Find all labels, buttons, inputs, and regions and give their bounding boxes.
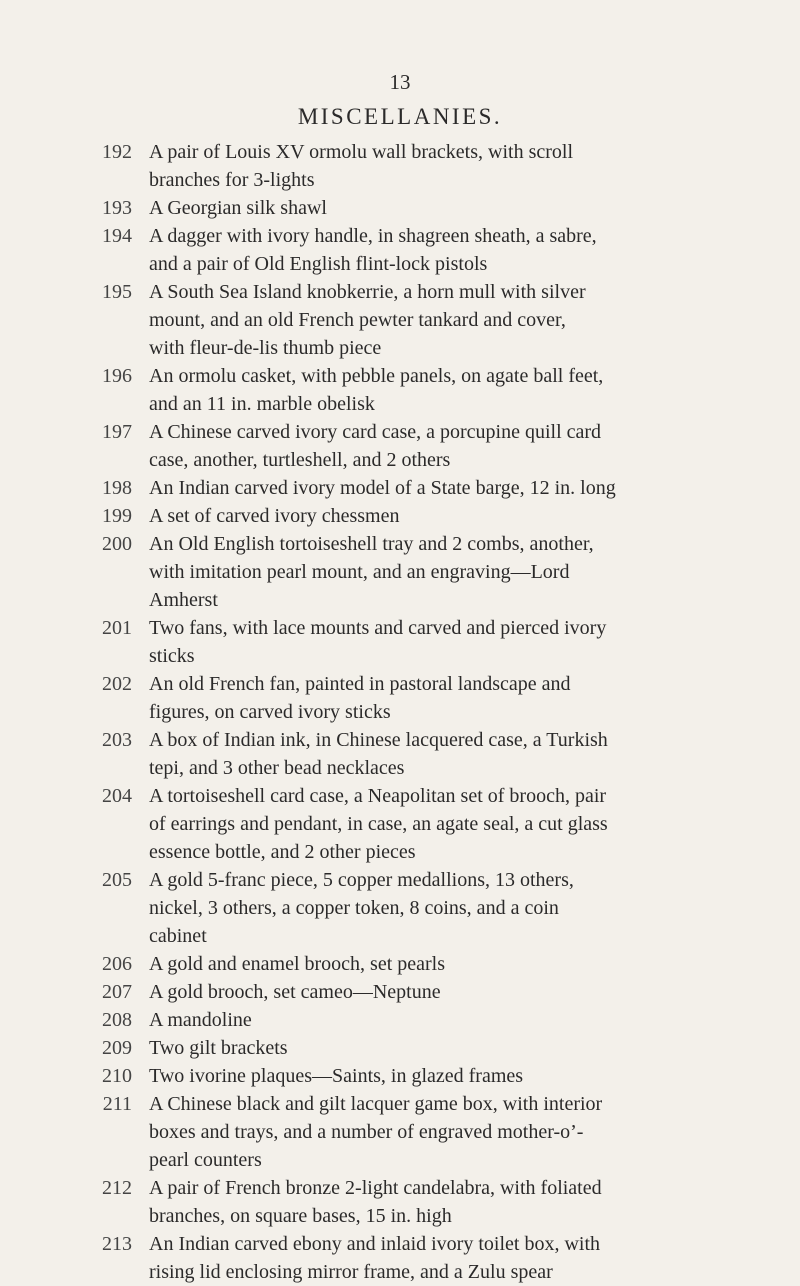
lot-description xyxy=(132,1034,780,1062)
lot-number: 197 xyxy=(102,421,132,443)
lot-description xyxy=(132,502,780,530)
lot-number: 207 xyxy=(102,981,132,1003)
lot-number: 198 xyxy=(102,477,132,499)
lot-entry xyxy=(60,138,780,194)
lot-number: 204 xyxy=(102,785,132,807)
lot-number: 201 xyxy=(102,617,132,639)
lot-description-line: branches for 3-lights xyxy=(149,169,315,191)
lot-description xyxy=(132,866,780,950)
lot-description-line: nickel, 3 others, a copper token, 8 coins, and a coin xyxy=(149,897,559,919)
lot-description-line: A gold and enamel brooch, set pearls xyxy=(149,953,446,975)
lot-number: 193 xyxy=(102,197,132,219)
lot-entry xyxy=(60,866,780,950)
section-title: MISCELLANIES. xyxy=(297,104,503,129)
lot-entry xyxy=(60,1230,780,1286)
lot-number: 200 xyxy=(102,533,132,555)
lot-entry xyxy=(60,194,780,222)
lot-description-line: mount, and an old French pewter tankard and cover, xyxy=(149,309,566,331)
lot-description xyxy=(132,614,780,670)
lot-description-line: An Indian carved ebony and inlaid ivory toilet box, with xyxy=(149,1233,601,1255)
lot-description-line: An Old English tortoiseshell tray and 2 combs, another, xyxy=(149,533,594,555)
lot-description-line: cabinet xyxy=(149,925,207,947)
lot-description-line: case, another, turtleshell, and 2 others xyxy=(149,449,451,471)
lot-description-line: tepi, and 3 other bead necklaces xyxy=(149,757,405,779)
lot-description-line: Two gilt brackets xyxy=(149,1037,288,1059)
lot-description-line: A gold brooch, set cameo—Neptune xyxy=(149,981,441,1003)
lot-description xyxy=(132,1174,780,1230)
lot-number: 192 xyxy=(102,141,132,163)
page-number: 13 xyxy=(389,70,411,94)
lot-number: 196 xyxy=(102,365,132,387)
lot-description-line: A tortoiseshell card case, a Neapolitan set of brooch, pair xyxy=(149,785,607,807)
lot-description xyxy=(132,530,780,614)
lot-number: 203 xyxy=(102,729,132,751)
lot-entry xyxy=(60,978,780,1006)
lot-number: 205 xyxy=(102,869,132,891)
lot-number: 208 xyxy=(102,1009,132,1031)
lot-entry xyxy=(60,278,780,362)
lot-description-line: of earrings and pendant, in case, an agate seal, a cut glass xyxy=(149,813,608,835)
lot-entry xyxy=(60,614,780,670)
lot-description xyxy=(132,222,780,278)
lot-number: 210 xyxy=(102,1065,132,1087)
lot-description xyxy=(132,1230,780,1286)
lot-description-line: A dagger with ivory handle, in shagreen sheath, a sabre, xyxy=(149,225,597,247)
lot-description xyxy=(132,474,780,502)
lot-description xyxy=(132,726,780,782)
lot-number: 199 xyxy=(102,505,132,527)
lot-entry xyxy=(60,1090,780,1174)
lot-description-line: A box of Indian ink, in Chinese lacquered case, a Turkish xyxy=(149,729,608,751)
lot-description-line: An old French fan, painted in pastoral landscape and xyxy=(149,673,571,695)
lot-description-line: A set of carved ivory chessmen xyxy=(149,505,400,527)
lot-description-line: with fleur-de-lis thumb piece xyxy=(149,337,382,359)
lot-entry xyxy=(60,670,780,726)
lot-number: 202 xyxy=(102,673,132,695)
lot-entry xyxy=(60,418,780,474)
lot-number: 212 xyxy=(102,1177,132,1199)
lot-description-line: A pair of Louis XV ormolu wall brackets, with scroll xyxy=(149,141,574,163)
lot-number: 195 xyxy=(102,281,132,303)
lot-description xyxy=(132,194,780,222)
lot-entry xyxy=(60,950,780,978)
lot-number: 206 xyxy=(102,953,132,975)
lot-description xyxy=(132,1006,780,1034)
lot-description xyxy=(132,1062,780,1090)
lot-entry xyxy=(60,1034,780,1062)
lot-entry xyxy=(60,474,780,502)
lot-description-line: A mandoline xyxy=(149,1009,252,1031)
lot-description-line: A Chinese carved ivory card case, a porcupine quill card xyxy=(149,421,602,443)
lot-entry xyxy=(60,222,780,278)
lot-number: 213 xyxy=(102,1233,132,1255)
lot-description xyxy=(132,950,780,978)
lot-description-line: figures, on carved ivory sticks xyxy=(149,701,391,723)
lot-description-line: and an 11 in. marble obelisk xyxy=(149,393,375,415)
lot-description xyxy=(132,278,780,362)
lot-entry xyxy=(60,1062,780,1090)
lot-description-line: pearl counters xyxy=(149,1149,262,1171)
lot-description-line: branches, on square bases, 15 in. high xyxy=(149,1205,452,1227)
lot-description xyxy=(132,782,780,866)
lot-description-line: An Indian carved ivory model of a State barge, 12 in. long xyxy=(149,477,616,499)
lot-description-line: sticks xyxy=(149,645,195,667)
lot-description-line: Two fans, with lace mounts and carved and pierced ivory xyxy=(149,617,607,639)
lot-description xyxy=(132,418,780,474)
lot-number: 209 xyxy=(102,1037,132,1059)
lot-entry xyxy=(60,362,780,418)
lot-entry xyxy=(60,1174,780,1230)
lot-description-line: A gold 5-franc piece, 5 copper medallions, 13 others, xyxy=(149,869,574,891)
lot-description-line: A Chinese black and gilt lacquer game box, with interior xyxy=(149,1093,603,1115)
lot-description-line: Two ivorine plaques—Saints, in glazed frames xyxy=(149,1065,524,1087)
lot-description-line: and a pair of Old English flint-lock pistols xyxy=(149,253,488,275)
lot-list xyxy=(60,138,780,1286)
lot-entry xyxy=(60,1006,780,1034)
lot-description xyxy=(132,1090,780,1174)
lot-description-line: A Georgian silk shawl xyxy=(149,197,327,219)
lot-entry xyxy=(60,502,780,530)
lot-number: 194 xyxy=(102,225,132,247)
lot-description xyxy=(132,138,780,194)
lot-description-line: essence bottle, and 2 other pieces xyxy=(149,841,416,863)
lot-description-line: An ormolu casket, with pebble panels, on agate ball feet, xyxy=(149,365,604,387)
lot-number: 211 xyxy=(102,1093,132,1115)
lot-description-line: A South Sea Island knobkerrie, a horn mull with silver xyxy=(149,281,586,303)
lot-entry xyxy=(60,530,780,614)
lot-description xyxy=(132,362,780,418)
lot-description xyxy=(132,670,780,726)
lot-entry xyxy=(60,726,780,782)
lot-description-line: rising lid enclosing mirror frame, and a Zulu spear xyxy=(149,1261,553,1283)
lot-description-line: boxes and trays, and a number of engraved mother-o’- xyxy=(149,1121,584,1143)
lot-description-line: with imitation pearl mount, and an engraving—Lord xyxy=(149,561,570,583)
lot-description-line: A pair of French bronze 2-light candelabra, with foliated xyxy=(149,1177,602,1199)
lot-entry xyxy=(60,782,780,866)
lot-description-line: Amherst xyxy=(149,589,218,611)
lot-description xyxy=(132,978,780,1006)
